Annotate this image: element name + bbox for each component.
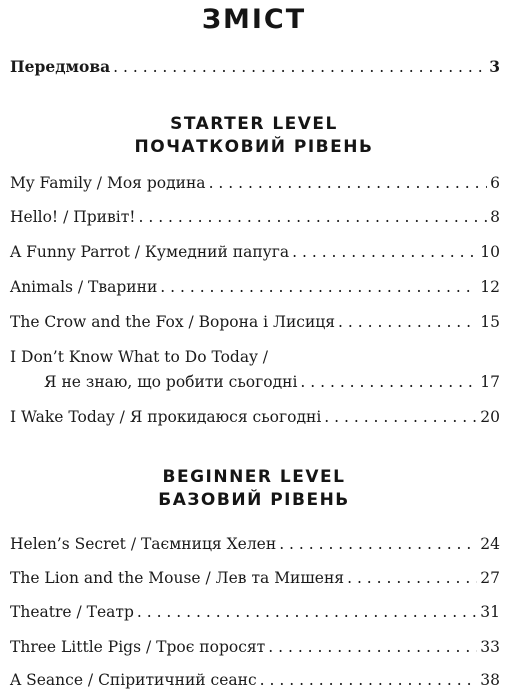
dot-leader — [279, 535, 477, 553]
dot-leader — [137, 603, 477, 621]
toc-entry-text: The Crow and the Fox / Ворона і Лисиця — [10, 313, 336, 331]
section-heading-uk: БАЗОВИЙ РІВЕНЬ — [158, 490, 350, 510]
section-heading-starter — [0, 113, 508, 159]
toc-entry-text: Animals / Тварини — [10, 278, 158, 296]
toc-entry[interactable] — [10, 535, 500, 557]
dot-leader — [300, 373, 477, 391]
toc-entry-text: Передмова — [10, 57, 111, 76]
toc-entry[interactable] — [10, 174, 500, 196]
toc-entry-text: A Funny Parrot / Кумедний папуга — [10, 243, 290, 261]
toc-entry-text-line1[interactable]: I Don’t Know What to Do Today / — [10, 348, 268, 366]
toc-entry[interactable] — [10, 603, 500, 625]
toc-entry[interactable] — [10, 671, 500, 693]
toc-entry[interactable] — [10, 278, 500, 300]
toc-page-number: 3 — [489, 57, 500, 76]
toc-entry[interactable] — [10, 208, 500, 230]
dot-leader — [324, 408, 477, 426]
dot-leader — [113, 58, 486, 76]
toc-entry-preface[interactable] — [10, 57, 500, 79]
toc-page-number: 31 — [480, 603, 500, 621]
toc-entry-text: My Family / Моя родина — [10, 174, 206, 192]
dot-leader — [209, 174, 488, 192]
toc-entry-text: The Lion and the Mouse / Лев та Мишеня — [10, 569, 345, 587]
dot-leader — [139, 208, 488, 226]
toc-entry-text: Three Little Pigs / Троє поросят — [10, 638, 266, 656]
toc-entry[interactable] — [10, 569, 500, 591]
toc-page-number: 20 — [480, 408, 500, 426]
section-heading-uk: ПОЧАТКОВИЙ РІВЕНЬ — [134, 137, 374, 157]
toc-page-number: 6 — [490, 174, 500, 192]
dot-leader — [160, 278, 477, 296]
toc-page-number: 17 — [480, 373, 500, 391]
section-heading-en: STARTER LEVEL — [170, 114, 338, 134]
toc-entry-text-line2: Я не знаю, що робити сьогодні — [44, 373, 298, 391]
toc-entry-text: Helen’s Secret / Таємниця Хелен — [10, 535, 277, 553]
toc-page-number: 8 — [490, 208, 500, 226]
toc-entry[interactable] — [10, 313, 500, 335]
toc-page-number: 27 — [480, 569, 500, 587]
toc-entry[interactable] — [10, 638, 500, 660]
dot-leader — [268, 638, 477, 656]
dot-leader — [347, 569, 477, 587]
toc-page-number: 33 — [480, 638, 500, 656]
dot-leader — [260, 671, 478, 689]
toc-entry-text: Theatre / Театр — [10, 603, 134, 621]
page-title: ЗМІСТ — [201, 4, 307, 35]
toc-entry-text: I Wake Today / Я прокидаюся сьогодні — [10, 408, 322, 426]
dot-leader — [292, 243, 477, 261]
section-heading-en: BEGINNER LEVEL — [162, 467, 346, 487]
dot-leader — [338, 313, 477, 331]
toc-entry-text: Hello! / Привіт! — [10, 208, 136, 226]
toc-entry[interactable] — [44, 373, 500, 395]
toc-page-number: 12 — [480, 278, 500, 296]
toc-entry[interactable] — [10, 408, 500, 430]
toc-page-number: 38 — [480, 671, 500, 689]
toc-page-number: 15 — [480, 313, 500, 331]
toc-page-number: 10 — [480, 243, 500, 261]
section-heading-beginner — [0, 466, 508, 512]
toc-page-number: 24 — [480, 535, 500, 553]
toc-entry-text: A Seance / Спіритичний сеанс — [10, 671, 257, 689]
toc-entry[interactable] — [10, 243, 500, 265]
